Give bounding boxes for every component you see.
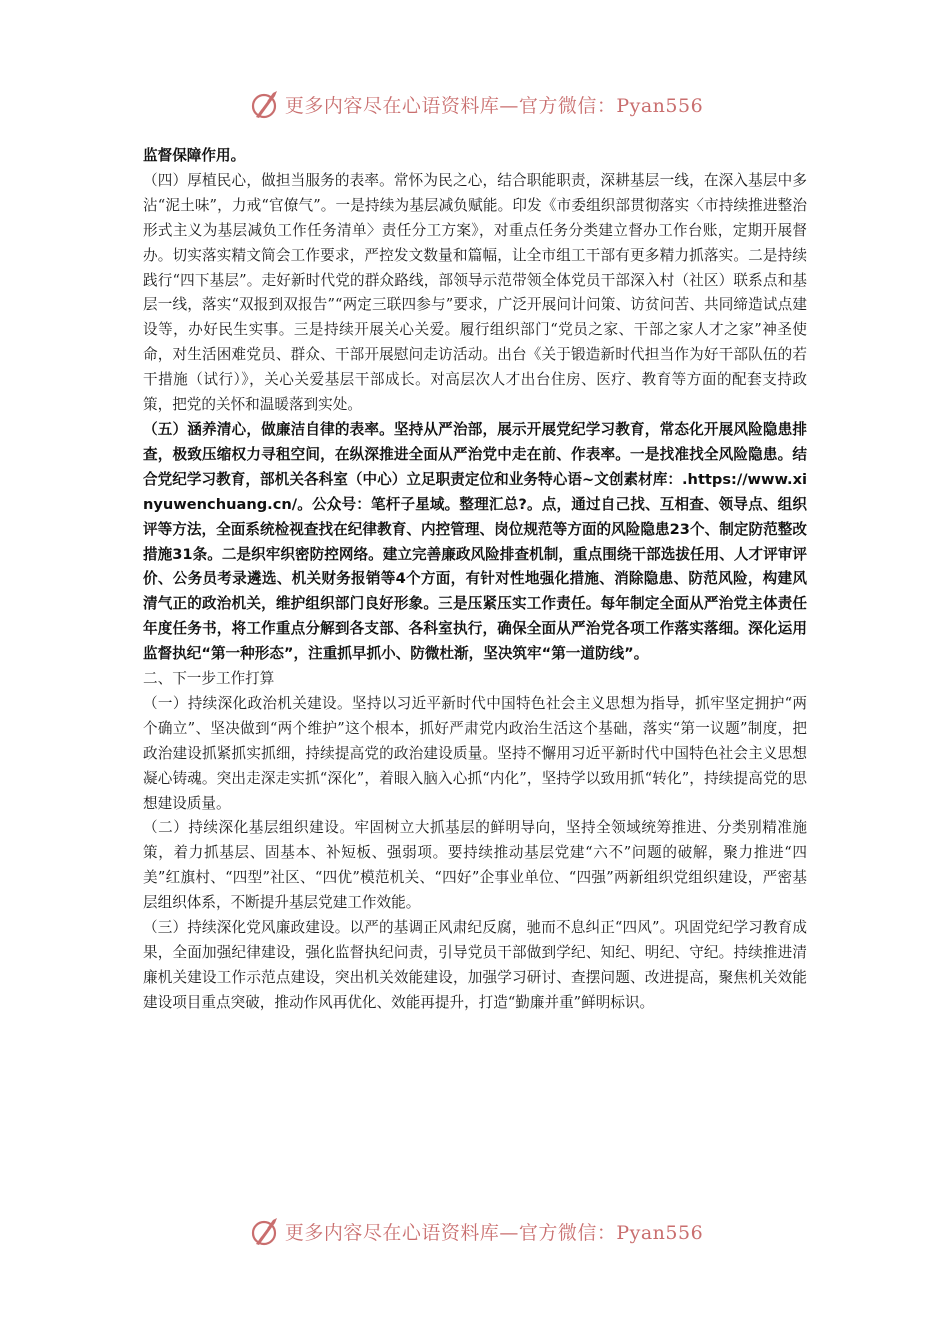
paragraph-plan-1: （一）持续深化政治机关建设。坚持以习近平新时代中国特色社会主义思想为指导，抓牢坚定拥护“两个确立”、坚决做到“两个维护”这个根本，抓好严肃党内政治生活这个基础，落实“第一议题”制度，把政治建设抓紧抓实抓细，持续提高党的政治建设质量。坚持不懈用习近平新时代中国特色社会主义思想凝心铸魂。突出走深走实抓“深化”，着眼入脑入心抓“内化”，坚持学以致用抓“转化”，持续提高党的思想建设质量。 (143, 694, 807, 812)
paragraph-plan-3: （三）持续深化党风廉政建设。以严的基调正风肃纪反腐，驰而不息纠正“四风”。巩固党纪学习教育成果，全面加强纪律建设，强化监督执纪问责，引导党员干部做到学纪、知纪、明纪、守纪。持续推进清廉机关建设工作示范点建设，突出机关效能建设，加强学习研讨、查摆问题、改进提高，聚焦机关效能建设项目重点突破，推动作风再优化、效能再提升，打造“勤廉并重”鲜明标识。 (143, 919, 807, 1011)
quill-pen-logo-icon (247, 1214, 281, 1248)
paragraph-section-4: （四）厚植民心，做担当服务的表率。常怀为民之心，结合职能职责，深耕基层一线，在深入基层中多沾“泥土味”，力戒“官僚气”。一是持续为基层减负赋能。印发《市委组织部贯彻落实〈市持续推进整治形式主义为基层减负工作任务清单〉责任分工方案》，对重点任务分类建立督办工作台账，定期开展督办。切实落实精文简会工作要求，严控发文数量和篇幅，让全市组工干部有更多精力抓落实。二是持续践行“四下基层”。走好新时代党的群众路线，部领导示范带领全体党员干部深入村（社区）联系点和基层一线，落实“双报到双报告”“两定三联四参与”要求，广泛开展问计问策、访贫问苦、共同缔造试点建设等，办好民生实事。三是持续开展关心关爱。履行组织部门“党员之家、干部之家人才之家”神圣使命，对生活困难党员、群众、干部开展慰问走访活动。出台《关于锻造新时代担当作为好干部队伍的若干措施（试行）》，关心关爱基层干部成长。对高层次人才出台住房、医疗、教育等方面的配套支持政策，把党的关怀和温暖落到实处。 (143, 171, 807, 414)
document-body (143, 144, 807, 1016)
paragraph-section-5: （五）涵养清心，做廉洁自律的表率。坚持从严治部，展示开展党纪学习教育，常态化开展风险隐患排查，极致压缩权力寻租空间，在纵深推进全面从严治党中走在前、作表率。一是找准找全风险隐患。结合党纪学习教育，部机关各科室（中心）立足职责定位和业务特心语~文创素材库：.https://www.xinyuwenchuang.cn/。公众号：笔杆子星域。整理汇总?。点，通过自己找、互相查、领导点、组织评等方法，全面系统检视查找在纪律教育、内控管理、岗位规范等方面的风险隐患23个、制定防范整改措施31条。二是织牢织密防控网络。建立完善廉政风险排查机制，重点围绕干部选拔任用、人才评审评价、公务员考录遴选、机关财务报销等4个方面，有针对性地强化措施、消除隐患、防范风险，构建风清气正的政治机关，维护组织部门良好形象。三是压紧压实工作责任。每年制定全面从严治党主体责任年度任务书，将工作重点分解到各支部、各科室执行，确保全面从严治党各项工作落实落细。深化运用监督执纪“第一种形态”，注重抓早抓小、防微杜渐，坚决筑牢“第一道防线”。 (143, 420, 807, 663)
header-banner-text: 更多内容尽在心语资料库—官方微信：Pyan556 (284, 94, 704, 117)
paragraph-plan-2: （二）持续深化基层组织建设。牢固树立大抓基层的鲜明导向，坚持全领域统筹推进、分类别精准施策，着力抓基层、固基本、补短板、强弱项。要持续推动基层党建“六不”问题的破解，聚力推进“四美”红旗村、“四型”社区、“四优”模范机关、“四好”企事业单位、“四强”两新组织党组织建设，严密基层组织体系，不断提升基层党建工作效能。 (143, 819, 807, 912)
paragraph-continuation: 监督保障作用。 (143, 147, 246, 164)
footer-banner-text: 更多内容尽在心语资料库—官方微信：Pyan556 (284, 1221, 704, 1244)
footer-banner (0, 1211, 950, 1251)
heading-next-steps: 二、下一步工作打算 (143, 670, 275, 688)
quill-pen-logo-icon (247, 87, 281, 121)
header-banner (0, 84, 950, 124)
